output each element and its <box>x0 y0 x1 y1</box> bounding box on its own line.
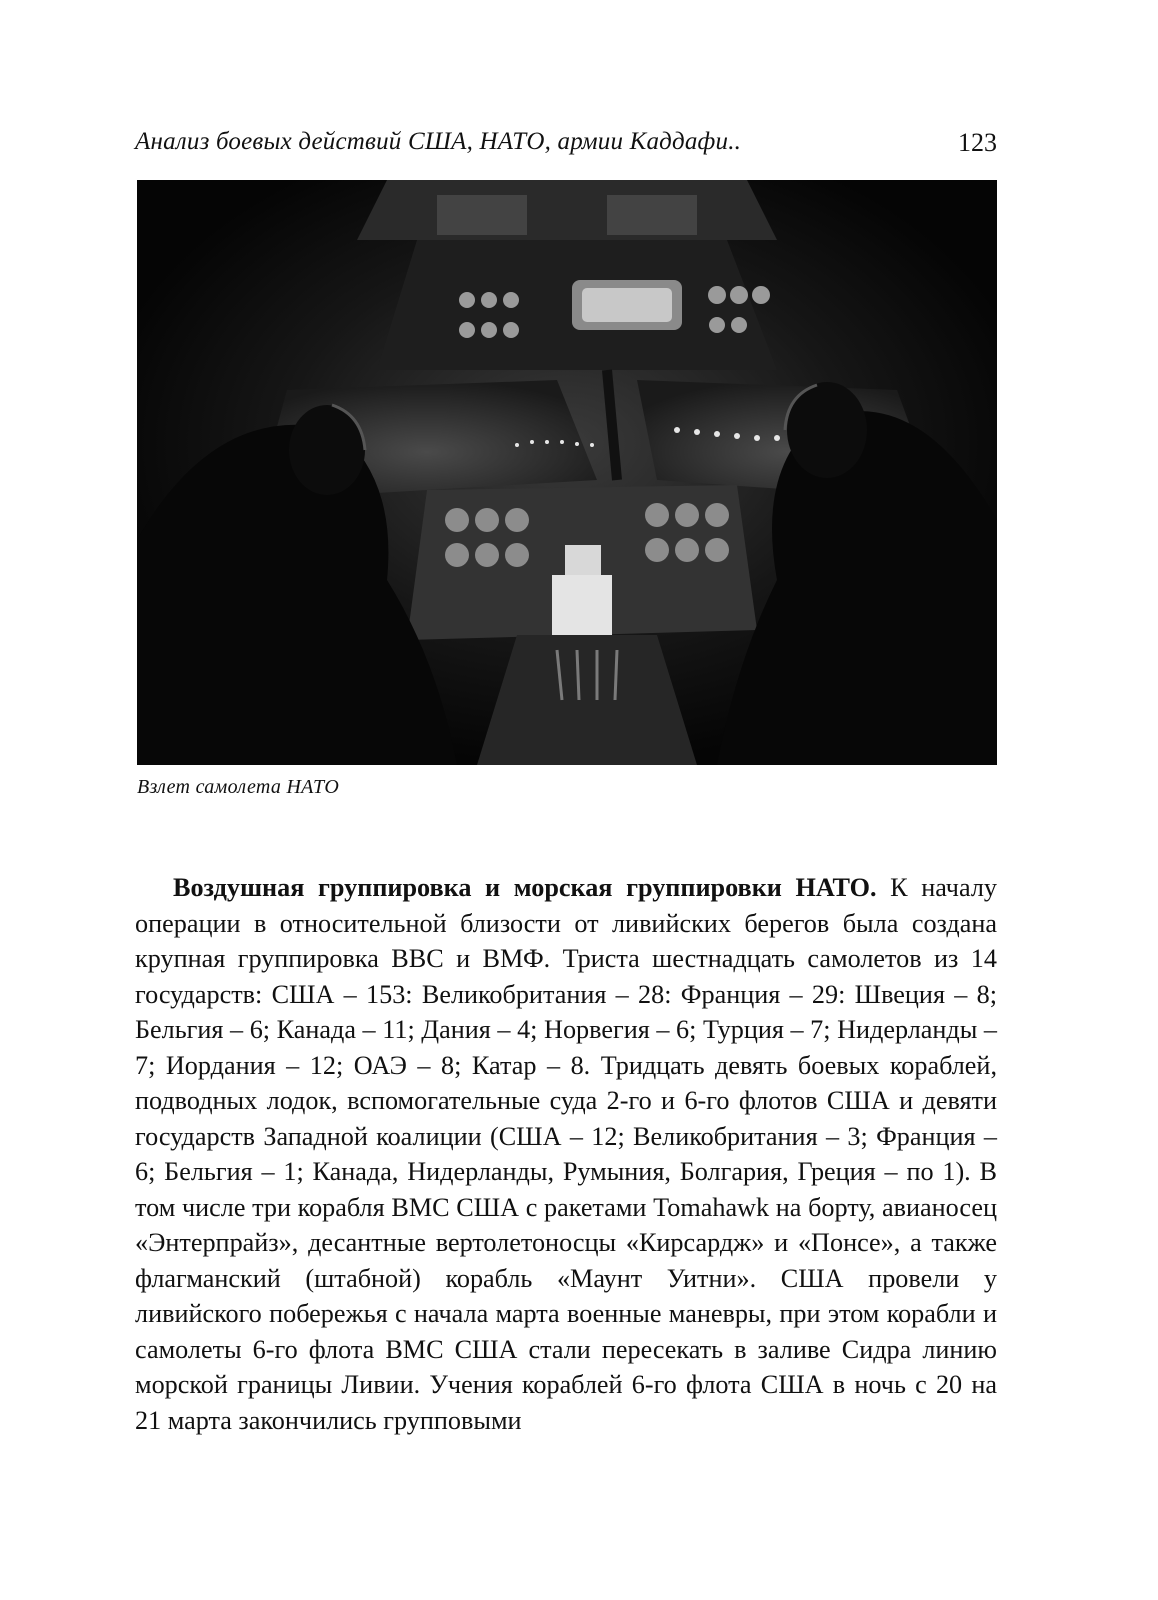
running-head <box>135 128 997 162</box>
figure-caption: Взлет самолета НАТО <box>137 776 340 798</box>
cockpit-illustration <box>137 180 997 765</box>
running-title: Анализ боевых действий США, НАТО, армии Каддафи.. <box>135 128 742 155</box>
section-text: К началу операции в относительной близости от ливийских берегов была создана крупная группировка ВВС и ВМФ. Триста шестнадцать самолетов из 14 государств: США – 153: Великобритания – 28: Франция – 29: Швеция – 8; Бельгия – 6; Канада – 11; Дания – 4; Норвегия – 6; Турция – 7; Нидерланды – 7; Иордания – 12; ОАЭ – 8; Катар – 8. Тридцать девять боевых кораблей, подводных лодок, вспомогательные суда 2-го и 6-го флотов США и девяти государств Западной коалиции (США – 12; Великобритания – 3; Франция – 6; Бельгия – 1; Канада, Нидерланды, Румыния, Болгария, Греция – по 1). В том числе три корабля ВМС США с ракетами Tomahawk на борту, авианосец «Энтерпрайз», десантные вертолетоносцы «Кирсардж» и «Понсе», а также флагманский (штабной) корабль «Маунт Уитни». США провели у ливийского побережья с начала марта военные маневры, при этом корабли и самолеты 6-го флота ВМС США стали пересекать в заливе Сидра линию морской границы Ливии. Учения кораблей 6-го флота США в ночь с 20 на 21 марта закончились групповыми <box>135 873 997 1435</box>
section-lead: Воздушная группировка и морская группировки НАТО. <box>173 873 877 902</box>
body-paragraph <box>135 870 997 1438</box>
page-number: 123 <box>958 128 997 157</box>
cockpit-photo <box>137 180 997 765</box>
